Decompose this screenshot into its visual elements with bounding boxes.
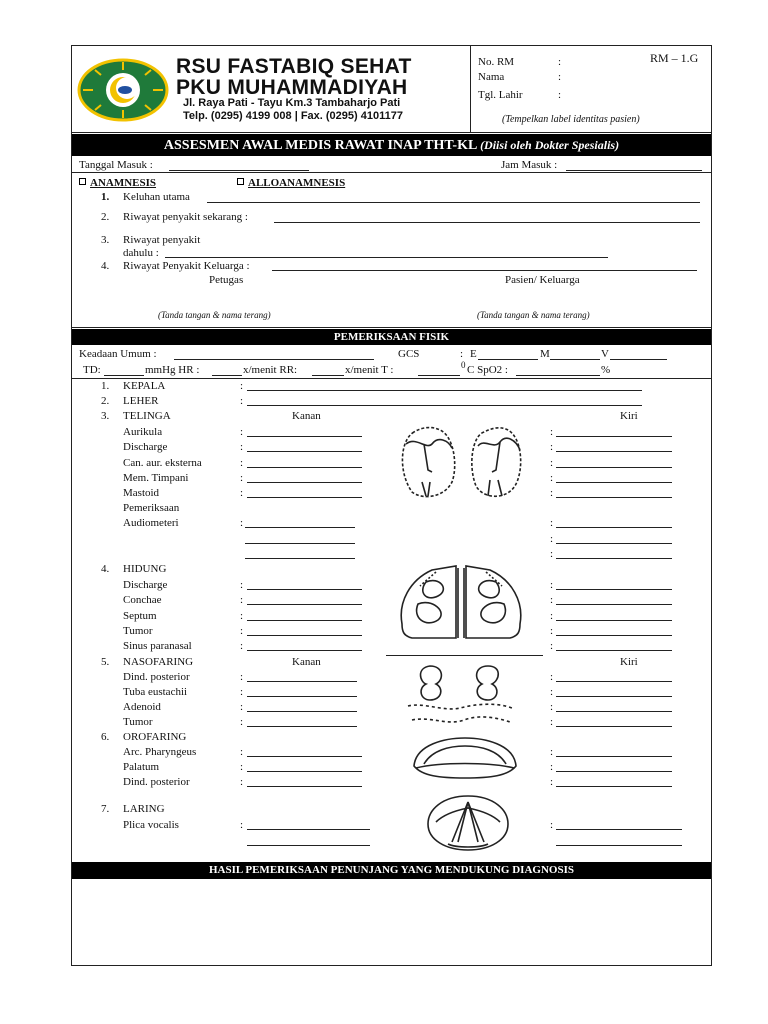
orofaring-kanan-field[interactable] <box>247 756 362 757</box>
colon: : <box>550 487 554 499</box>
sign-note-left: (Tanda tangan & nama terang) <box>158 310 271 320</box>
sign-note-right: (Tanda tangan & nama terang) <box>477 310 590 320</box>
section-number: 5. <box>101 656 110 668</box>
title-bar <box>72 134 711 156</box>
nasofaring-kiri-field[interactable] <box>556 681 672 682</box>
sub-label: Tumor <box>123 716 153 728</box>
colon: : <box>550 716 554 728</box>
keluhan-utama-field[interactable] <box>207 202 700 203</box>
section-leher: LEHER <box>123 395 159 407</box>
colon: : <box>550 548 554 560</box>
kiri-label: Kiri <box>620 656 638 668</box>
colon: : <box>240 395 244 407</box>
form-code: RM – 1.G <box>650 51 699 65</box>
admission-time-label: Jam Masuk : <box>501 159 558 171</box>
gcs-m-label: M <box>540 348 550 360</box>
colon: : <box>460 348 464 360</box>
colon: : <box>550 776 554 788</box>
field-tgl-lahir: Tgl. Lahir <box>478 89 523 101</box>
hr-field[interactable] <box>212 375 242 376</box>
colon: : <box>240 640 244 652</box>
colon: : <box>240 457 244 469</box>
section-hidung: HIDUNG <box>123 563 167 575</box>
sub-label: Tuba eustachii <box>123 686 188 698</box>
colon: : <box>240 819 244 831</box>
colon: : <box>240 517 244 529</box>
colon: : <box>240 594 244 606</box>
section-number: 3. <box>101 410 110 422</box>
riwayat-dahulu-label2: dahulu : <box>123 247 159 259</box>
colon: : <box>550 746 554 758</box>
audiometri-kiri-field[interactable] <box>556 558 672 559</box>
nasofaring-kiri-field[interactable] <box>556 711 672 712</box>
audiometri-kanan-field[interactable] <box>245 543 355 544</box>
admission-time-field[interactable] <box>566 170 702 171</box>
field-no-rm: No. RM <box>478 56 515 68</box>
riwayat-sekarang-field[interactable] <box>274 222 700 223</box>
telinga-kiri-field[interactable] <box>556 436 672 437</box>
hospital-logo <box>77 58 169 122</box>
colon: : <box>550 579 554 591</box>
gcs-v-field[interactable] <box>610 359 667 360</box>
sub-label: Adenoid <box>123 701 161 713</box>
hidung-kanan-field[interactable] <box>247 604 362 605</box>
colon: : <box>550 594 554 606</box>
section-number: 4. <box>101 563 110 575</box>
hidung-kanan-field[interactable] <box>247 650 362 651</box>
admission-line <box>71 172 712 173</box>
audiometri-kiri-field[interactable] <box>556 527 672 528</box>
rr-label: x/menit RR: <box>243 364 298 376</box>
section-telinga: TELINGA <box>123 410 171 422</box>
orofaring-kiri-field[interactable] <box>556 771 672 772</box>
header-divider <box>470 45 471 132</box>
colon: : <box>240 441 244 453</box>
general-condition-label: Keadaan Umum : <box>79 348 157 360</box>
sub-label: Plica vocalis <box>123 819 179 831</box>
telinga-kiri-field[interactable] <box>556 482 672 483</box>
colon: : <box>550 761 554 773</box>
plica-kanan-field-2[interactable] <box>247 845 370 846</box>
sub-label: Can. aur. eksterna <box>123 457 202 469</box>
gcs-m-field[interactable] <box>550 359 600 360</box>
orofaring-kanan-field[interactable] <box>247 771 362 772</box>
colon: : <box>240 487 244 499</box>
larynx-diagram-icon <box>422 792 514 854</box>
hidung-kiri-field[interactable] <box>556 620 672 621</box>
hidung-kanan-field[interactable] <box>247 635 362 636</box>
colon: : <box>550 640 554 652</box>
percent-label: % <box>601 364 611 376</box>
signer-pasien: Pasien/ Keluarga <box>505 274 580 286</box>
colon: : <box>240 625 244 637</box>
section-number: 6. <box>101 731 110 743</box>
colon: : <box>240 472 244 484</box>
telinga-kanan-field[interactable] <box>247 482 362 483</box>
anamnesis-option[interactable] <box>79 177 156 189</box>
telinga-kanan-field[interactable] <box>247 497 362 498</box>
sub-label: Conchae <box>123 594 162 606</box>
kiri-label: Kiri <box>620 410 638 422</box>
riwayat-keluarga-field[interactable] <box>272 270 697 271</box>
plica-kiri-field[interactable] <box>556 829 682 830</box>
sub-label: Audiometeri <box>123 517 179 529</box>
sub-label: Palatum <box>123 761 160 773</box>
admission-date-field[interactable] <box>169 170 309 171</box>
hidung-kiri-field[interactable] <box>556 635 672 636</box>
telinga-kanan-field[interactable] <box>247 451 362 452</box>
spo2-field[interactable] <box>516 375 600 376</box>
colon: : <box>550 819 554 831</box>
colon: : <box>550 625 554 637</box>
physical-exam-title: PEMERIKSAAN FISIK <box>333 331 450 343</box>
colon: : <box>240 426 244 438</box>
gcs-e-field[interactable] <box>478 359 538 360</box>
telinga-kiri-field[interactable] <box>556 467 672 468</box>
colon: : <box>240 716 244 728</box>
header-bottom-line <box>71 132 712 133</box>
colon: : <box>550 426 554 438</box>
riwayat-dahulu-field[interactable] <box>165 257 608 258</box>
vitals-bottom-line <box>71 378 712 379</box>
hr-label: mmHg HR : <box>145 364 200 376</box>
item-number: 1. <box>101 191 110 203</box>
sinus-divider <box>386 655 543 656</box>
riwayat-dahulu-label: Riwayat penyakit <box>123 234 201 246</box>
sub-label: Septum <box>123 610 157 622</box>
nasopharynx-diagram-icon <box>404 662 516 728</box>
colon: : <box>240 610 244 622</box>
audiometri-kiri-field[interactable] <box>556 543 672 544</box>
colon: : <box>550 671 554 683</box>
sub-label: Pemeriksaan <box>123 502 180 514</box>
hospital-name-line2: PKU MUHAMMADIYAH <box>176 76 408 99</box>
riwayat-keluarga-label: Riwayat Penyakit Keluarga : <box>123 260 250 272</box>
oropharynx-diagram-icon <box>410 736 520 782</box>
audiometri-kanan-field[interactable] <box>245 527 355 528</box>
general-condition-field[interactable] <box>174 359 374 360</box>
gcs-e-label: E <box>470 348 477 360</box>
td-field[interactable] <box>104 375 144 376</box>
field-nama: Nama <box>478 71 505 83</box>
hospital-address: Jl. Raya Pati - Tayu Km.3 Tambaharjo Pati <box>183 97 401 109</box>
temp-label: x/menit T : <box>345 364 394 376</box>
nasofaring-kanan-field[interactable] <box>247 696 357 697</box>
nasofaring-kiri-field[interactable] <box>556 726 672 727</box>
colon: : <box>240 746 244 758</box>
audiometri-kanan-field[interactable] <box>245 558 355 559</box>
form-subtitle: (Diisi oleh Dokter Spesialis) <box>480 138 620 152</box>
form-title: ASSESMEN AWAL MEDIS RAWAT INAP THT-KL <box>163 138 477 153</box>
colon: : <box>550 610 554 622</box>
leher-field[interactable] <box>247 405 642 406</box>
hidung-kiri-field[interactable] <box>556 650 672 651</box>
plica-kiri-field-2[interactable] <box>556 845 682 846</box>
nasal-cavity-diagram-icon <box>396 562 526 642</box>
admission-date-label: Tanggal Masuk : <box>79 159 153 171</box>
section-orofaring: OROFARING <box>123 731 187 743</box>
section-number: 7. <box>101 803 110 815</box>
kanan-label: Kanan <box>292 410 321 422</box>
nasofaring-kanan-field[interactable] <box>247 681 357 682</box>
colon: : <box>550 441 554 453</box>
spo2-label: C SpO2 : <box>467 364 508 376</box>
colon: : <box>558 71 562 83</box>
keluhan-utama-label: Keluhan utama <box>123 191 190 203</box>
support-results-area[interactable] <box>72 880 711 965</box>
temp-field[interactable] <box>418 375 460 376</box>
colon: : <box>240 761 244 773</box>
orofaring-kiri-field[interactable] <box>556 756 672 757</box>
section-nasofaring: NASOFARING <box>123 656 194 668</box>
sub-label: Dind. posterior <box>123 776 190 788</box>
sub-label: Aurikula <box>123 426 163 438</box>
riwayat-sekarang-label: Riwayat penyakit sekarang : <box>123 211 248 223</box>
orofaring-kiri-field[interactable] <box>556 786 672 787</box>
anamnesis-label: ANAMNESIS <box>90 177 157 189</box>
hidung-kiri-field[interactable] <box>556 604 672 605</box>
item-number: 2. <box>101 211 110 223</box>
section-kepala: KEPALA <box>123 380 166 392</box>
colon: : <box>550 701 554 713</box>
colon: : <box>558 56 562 68</box>
sub-label: Mastoid <box>123 487 160 499</box>
colon: : <box>550 686 554 698</box>
sub-label: Discharge <box>123 579 168 591</box>
section-laring: LARING <box>123 803 165 815</box>
alloanamnesis-checkbox[interactable] <box>237 178 244 185</box>
signer-petugas: Petugas <box>209 274 244 286</box>
kanan-label: Kanan <box>292 656 321 668</box>
nasofaring-kanan-field[interactable] <box>247 726 357 727</box>
colon: : <box>240 701 244 713</box>
anamnesis-checkbox[interactable] <box>79 178 86 185</box>
hidung-kanan-field[interactable] <box>247 620 362 621</box>
sub-label: Mem. Timpani <box>123 472 189 484</box>
colon: : <box>240 686 244 698</box>
td-label: TD: <box>83 364 101 376</box>
colon: : <box>558 89 562 101</box>
orofaring-kanan-field[interactable] <box>247 786 362 787</box>
support-results-title: HASIL PEMERIKSAAN PENUNJANG YANG MENDUKUNG DIAGNOSIS <box>209 864 574 876</box>
gcs-label: GCS <box>398 348 420 360</box>
eardrum-diagram-icon <box>392 422 542 500</box>
colon: : <box>240 776 244 788</box>
telinga-kanan-field[interactable] <box>247 467 362 468</box>
nasofaring-kiri-field[interactable] <box>556 696 672 697</box>
alloanamnesis-option[interactable] <box>237 177 345 189</box>
telinga-kiri-field[interactable] <box>556 497 672 498</box>
patient-box-top <box>470 45 640 46</box>
support-results-bar <box>72 862 711 879</box>
nasofaring-kanan-field[interactable] <box>247 711 357 712</box>
colon: : <box>550 517 554 529</box>
colon: : <box>240 671 244 683</box>
colon: : <box>550 472 554 484</box>
colon: : <box>550 457 554 469</box>
sub-label: Tumor <box>123 625 153 637</box>
section-number: 2. <box>101 395 110 407</box>
item-number: 3. <box>101 234 110 246</box>
telinga-kiri-field[interactable] <box>556 451 672 452</box>
sub-label: Sinus paranasal <box>123 640 192 652</box>
gcs-v-label: V <box>601 348 609 360</box>
telinga-kanan-field[interactable] <box>247 436 362 437</box>
kepala-field[interactable] <box>247 390 642 391</box>
alloanamnesis-label: ALLOANAMNESIS <box>248 177 346 189</box>
colon: : <box>240 380 244 392</box>
hidung-kanan-field[interactable] <box>247 589 362 590</box>
section-number: 1. <box>101 380 110 392</box>
plica-kanan-field[interactable] <box>247 829 370 830</box>
anamnesis-bottom-line <box>71 327 712 328</box>
sub-label: Arc. Pharyngeus <box>123 746 197 758</box>
colon: : <box>240 579 244 591</box>
degree-sup: 0 <box>461 360 466 370</box>
physical-exam-bar <box>72 329 711 345</box>
colon: : <box>550 533 554 545</box>
hospital-contact: Telp. (0295) 4199 008 | Fax. (0295) 4101177 <box>183 110 403 122</box>
hospital-name-line1: RSU FASTABIQ SEHAT <box>176 55 412 78</box>
rr-field[interactable] <box>312 375 344 376</box>
hidung-kiri-field[interactable] <box>556 589 672 590</box>
sub-label: Dind. posterior <box>123 671 190 683</box>
item-number: 4. <box>101 260 110 272</box>
patient-label-note: (Tempelkan label identitas pasien) <box>502 114 640 125</box>
sub-label: Discharge <box>123 441 168 453</box>
